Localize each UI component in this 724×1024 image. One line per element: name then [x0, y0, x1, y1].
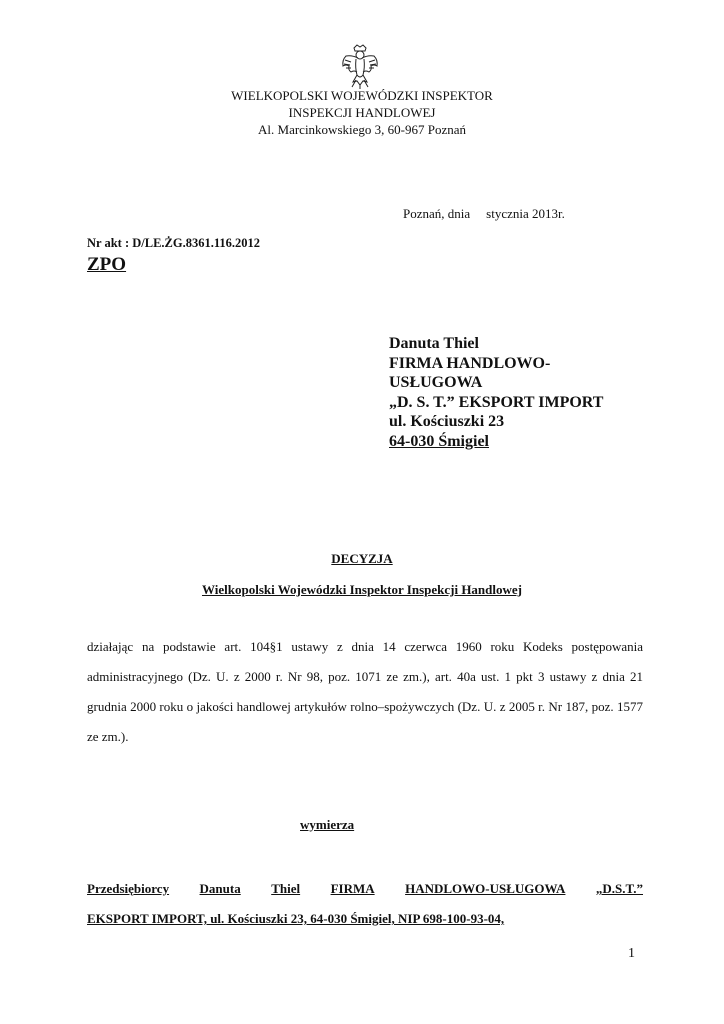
recipient-street: ul. Kościuszki 23: [389, 413, 505, 431]
recipient-postal-city: 64-030 Śmigiel: [389, 432, 489, 450]
party-word: HANDLOWO-USŁUGOWA: [405, 881, 566, 896]
header-institution-line2: INSPEKCJI HANDLOWEJ: [288, 105, 436, 120]
legal-basis-paragraph: działając na podstawie art. 104§1 ustawy z dnia 14 czerwca 1960 roku Kodeks postępowania administracyjnego (Dz. U. z 2000 r. Nr 98, poz. 1071 ze zm.), art. 40a ust. 1 pkt 3 ustawy z dnia 21 grudnia 2000 roku o jakości handlowej artykułów rolno–spożywczych (Dz. U. z 2005 r. Nr 187, poz. 1577 ze zm.).: [87, 639, 643, 744]
header-institution-line1: WIELKOPOLSKI WOJEWÓDZKI INSPEKTOR: [231, 88, 493, 103]
decision-title: DECYZJA: [331, 551, 393, 566]
date-month-year: stycznia 2013r.: [486, 206, 565, 221]
page-number: 1: [628, 946, 635, 961]
recipient-address-block: [389, 334, 603, 452]
date-line: [403, 206, 565, 222]
recipient-company-line1: FIRMA HANDLOWO-: [389, 354, 551, 372]
header-address: Al. Marcinkowskiego 3, 60-967 Poznań: [258, 122, 466, 137]
recipient-company-line2: USŁUGOWA: [389, 374, 483, 392]
party-word: Thiel: [271, 881, 301, 896]
party-word: Przedsiębiorcy: [87, 881, 170, 896]
party-word: „D.S.T.”: [595, 881, 643, 896]
party-word: FIRMA: [330, 881, 375, 896]
party-line1: [87, 874, 643, 904]
party-block: [87, 874, 643, 934]
imposes-heading: wymierza: [300, 817, 355, 832]
party-line2: EKSPORT IMPORT, ul. Kościuszki 23, 64-030 Śmigiel, NIP 698-100-93-04,: [87, 911, 505, 926]
issuing-authority: Wielkopolski Wojewódzki Inspektor Inspekcji Handlowej: [201, 582, 522, 597]
date-place: Poznań, dnia: [403, 206, 471, 221]
party-word: Danuta: [199, 881, 241, 896]
polish-eagle-emblem-icon: [338, 42, 382, 90]
recipient-company-line3: „D. S. T.” EKSPORT IMPORT: [389, 393, 604, 411]
recipient-name: Danuta Thiel: [389, 335, 479, 352]
zpo-mark: ZPO: [87, 254, 127, 275]
case-number: Nr akt : D/LE.ŻG.8361.116.2012: [87, 236, 261, 250]
